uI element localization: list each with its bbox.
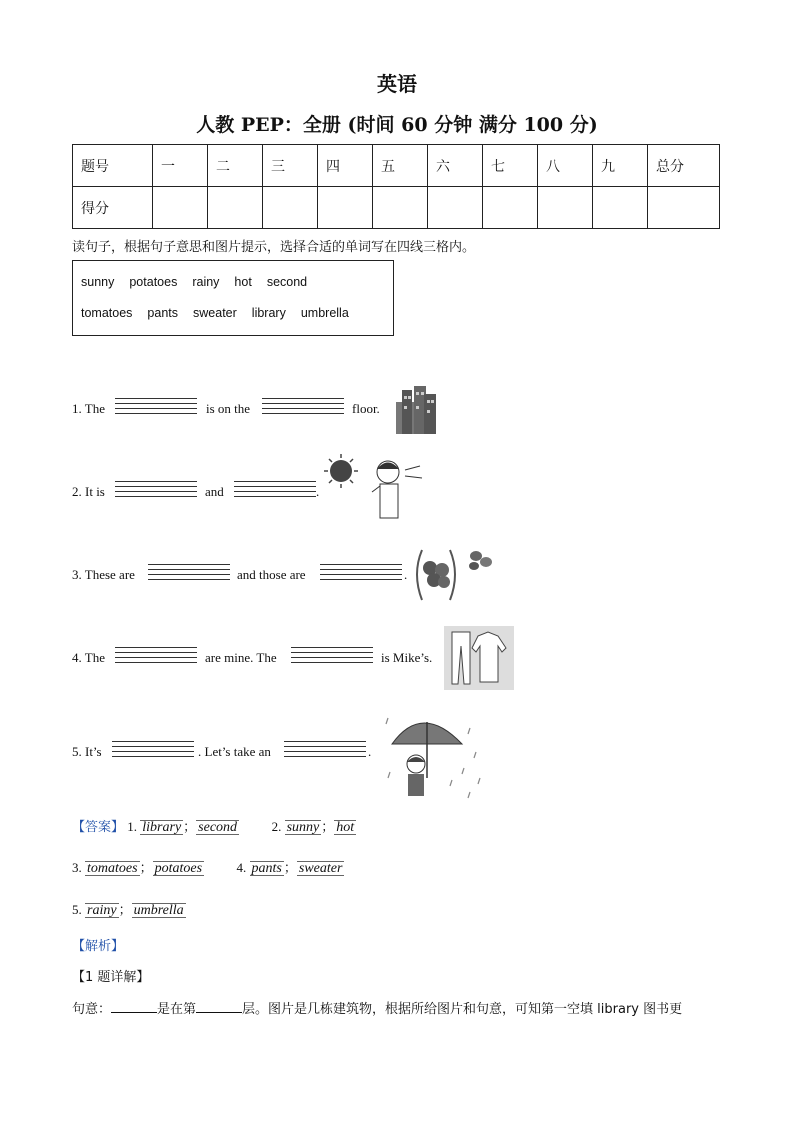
answer-word: sunny xyxy=(286,820,320,835)
q1-blank-2[interactable] xyxy=(262,398,344,420)
analysis-label: 【解析】 xyxy=(72,939,125,954)
answer-label: 【答案】 xyxy=(72,820,125,835)
q5-text-c: . xyxy=(368,744,372,759)
score-cell: 九 xyxy=(593,145,648,187)
answer-word: umbrella xyxy=(133,903,184,918)
analysis-text-c: 层。图片是几栋建筑物，根据所给图片和句意，可知第一空填 library 图书更 xyxy=(242,1002,683,1017)
answer-number: 5. xyxy=(72,902,82,917)
page-subtitle: 人教 PEP：全册 (时间 60 分钟 满分 100 分) xyxy=(196,114,598,136)
answer-separator: ； xyxy=(139,860,153,875)
score-table xyxy=(72,144,720,229)
answer-number: 4. xyxy=(236,860,247,875)
answer-number: 2. xyxy=(271,819,282,834)
q2-text-a: 2. It is xyxy=(72,484,105,499)
answer-word: pants xyxy=(251,861,282,876)
answer-word: second xyxy=(198,820,238,835)
answer-word: library xyxy=(142,820,182,835)
q2-blank-1[interactable] xyxy=(115,481,197,503)
score-input-cell[interactable] xyxy=(263,187,318,229)
answer-separator: ； xyxy=(183,819,197,834)
score-cell: 三 xyxy=(263,145,318,187)
analysis-subheading: 【1 题详解】 xyxy=(72,970,150,985)
q5-blank-2[interactable] xyxy=(284,741,366,763)
q1-text-a: 1. The xyxy=(72,401,105,416)
answer-number: 3. xyxy=(72,860,82,875)
q2-blank-2[interactable] xyxy=(234,481,316,503)
score-input-cell[interactable] xyxy=(208,187,263,229)
score-cell: 二 xyxy=(208,145,263,187)
word-bank-item: potatoes xyxy=(129,275,178,289)
answer-separator: ； xyxy=(321,819,335,834)
q5-text-a: 5. It’s xyxy=(72,744,102,759)
answer-line-3 xyxy=(72,899,186,918)
word-bank-item: rainy xyxy=(192,275,220,289)
score-input-cell[interactable] xyxy=(318,187,373,229)
score-cell: 六 xyxy=(428,145,483,187)
score-cell: 七 xyxy=(483,145,538,187)
q3-text-c: . xyxy=(404,567,408,582)
score-cell: 总分 xyxy=(648,145,720,187)
q5-blank-1[interactable] xyxy=(112,741,194,763)
score-cell: 五 xyxy=(373,145,428,187)
q4-blank-2[interactable] xyxy=(291,647,373,669)
word-bank-item: sweater xyxy=(193,306,237,320)
score-cell: 题号 xyxy=(73,145,153,187)
word-bank-item: sunny xyxy=(81,275,115,289)
score-row-label: 得分 xyxy=(73,187,153,229)
score-input-cell[interactable] xyxy=(648,187,720,229)
q4-text-b: are mine. The xyxy=(205,650,277,665)
rainy-umbrella-picture xyxy=(380,708,490,800)
score-cell: 四 xyxy=(318,145,373,187)
answer-word: sweater xyxy=(298,861,343,876)
answer-line-2 xyxy=(72,857,344,876)
word-bank-item: second xyxy=(266,275,308,289)
analysis-text xyxy=(72,998,682,1017)
score-input-cell[interactable] xyxy=(593,187,648,229)
word-bank-item: tomatoes xyxy=(81,306,133,320)
page-title: 英语 xyxy=(377,72,417,96)
analysis-text-a: 句意： xyxy=(72,1002,112,1017)
score-table-header-row xyxy=(73,145,720,187)
score-cell: 一 xyxy=(153,145,208,187)
score-cell: 八 xyxy=(538,145,593,187)
word-bank xyxy=(72,260,394,336)
score-table-score-row xyxy=(73,187,720,229)
word-bank-row xyxy=(81,306,349,320)
word-bank-row xyxy=(81,275,307,289)
q3-blank-2[interactable] xyxy=(320,564,402,586)
answer-word: hot xyxy=(336,820,355,835)
q4-text-a: 4. The xyxy=(72,650,105,665)
tomatoes-potatoes-picture xyxy=(414,544,502,606)
score-input-cell[interactable] xyxy=(483,187,538,229)
answer-number: 1. xyxy=(127,819,138,834)
answer-separator: ； xyxy=(283,860,297,875)
q3-text-b: and those are xyxy=(237,567,306,582)
q5-text-b: . Let’s take an xyxy=(198,744,271,759)
score-input-cell[interactable] xyxy=(538,187,593,229)
q2-text-b: and xyxy=(205,484,224,499)
buildings-picture xyxy=(394,384,438,436)
score-input-cell[interactable] xyxy=(373,187,428,229)
q3-blank-1[interactable] xyxy=(148,564,230,586)
answer-word: rainy xyxy=(87,903,117,918)
word-bank-item: library xyxy=(251,306,286,320)
score-input-cell[interactable] xyxy=(153,187,208,229)
word-bank-item: hot xyxy=(234,275,252,289)
q4-text-c: is Mike’s. xyxy=(381,650,433,665)
q3-text-a: 3. These are xyxy=(72,567,135,582)
word-bank-item: umbrella xyxy=(300,306,349,320)
q1-text-c: floor. xyxy=(352,401,380,416)
q4-blank-1[interactable] xyxy=(115,647,197,669)
hot-sunny-picture xyxy=(320,452,430,534)
q2-text-c: . xyxy=(316,484,320,499)
score-input-cell[interactable] xyxy=(428,187,483,229)
q1-text-b: is on the xyxy=(206,401,251,416)
pants-sweater-picture xyxy=(444,626,514,690)
instruction-text: 读句子，根据句子意思和图片提示，选择合适的单词写在四线三格内。 xyxy=(72,240,476,255)
answer-word: potatoes xyxy=(154,861,203,876)
answer-word: tomatoes xyxy=(87,861,138,876)
word-bank-item: pants xyxy=(147,306,179,320)
analysis-text-b: 是在第 xyxy=(157,1002,197,1017)
answer-line-1 xyxy=(72,816,356,835)
answer-separator: ； xyxy=(118,902,132,917)
q1-blank-1[interactable] xyxy=(115,398,197,420)
